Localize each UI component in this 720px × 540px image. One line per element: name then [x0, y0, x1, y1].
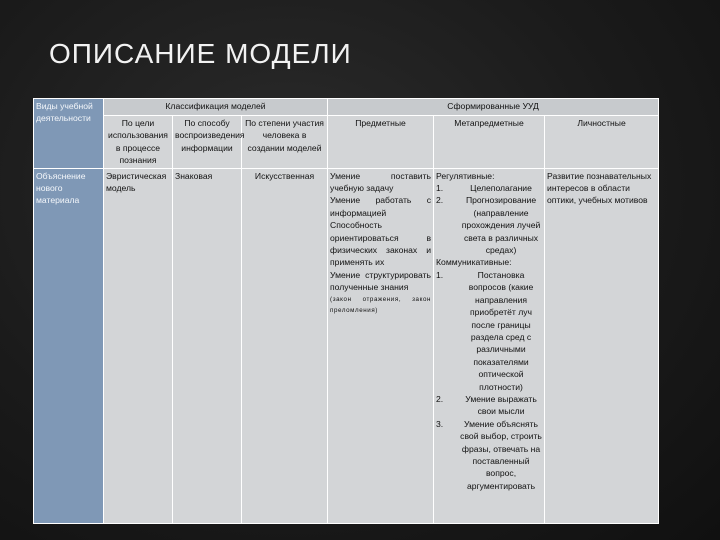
header-classification: Классификация моделей [104, 99, 328, 116]
subject-line: Умение работать с информацией [330, 195, 432, 218]
cell-method: Знаковая [173, 168, 242, 523]
subheader-subject: Предметные [328, 116, 434, 169]
cell-subject [328, 168, 434, 523]
list-number: 1. [436, 183, 444, 194]
subheader-meta: Метапредметные [434, 116, 545, 169]
list-number: 3. [436, 418, 444, 429]
list-number: 2. [436, 393, 444, 404]
cell-activity: Объяснение нового материала [34, 168, 104, 523]
list-item [436, 393, 542, 418]
subject-line: Способность ориентироваться в физических законах и применять их [330, 220, 432, 268]
cell-personal: Развитие познавательных интересов в области оптики, учебных мотивов [545, 168, 659, 523]
list-text: Постановка вопросов (какие направления приобретёт луч после границы раздела сред с различными показателями оптической плотности) [468, 269, 534, 392]
model-description-table [33, 98, 658, 524]
list-number: 2. [436, 195, 444, 206]
list-text: Целеполагание [470, 183, 532, 194]
list-number: 1. [436, 269, 444, 280]
subheader-by-participation: По степени участия человека в создании моделей [242, 116, 328, 169]
slide-title: ОПИСАНИЕ МОДЕЛИ [49, 38, 352, 69]
subject-line: Умение поставить учебную задачу [330, 170, 432, 194]
subject-note: (закон отражения, закон преломления) [330, 295, 432, 314]
list-item [436, 418, 542, 492]
list-item [436, 194, 542, 256]
subheader-by-method: По способу воспроизведения информации [173, 116, 242, 169]
subject-line: Умение структурировать полученные знания [330, 269, 432, 293]
cell-goal: Эвристическая модель [104, 168, 173, 523]
header-activity-types: Виды учебной деятельности [34, 99, 104, 169]
cell-meta [434, 168, 545, 523]
list-item [436, 182, 542, 194]
subheader-by-goal: По цели использования в процессе познания [104, 116, 173, 169]
list-item [436, 269, 542, 393]
subheader-personal: Личностные [545, 116, 659, 169]
meta-regulative-title: Регулятивные: [436, 170, 495, 181]
header-formed-uud: Сформированные УУД [328, 99, 659, 116]
list-text: Умение объяснять свой выбор, строить фразы, отвечать на поставленный вопрос, аргументировать [460, 418, 542, 491]
list-text: Умение выражать свои мысли [465, 393, 537, 417]
cell-participation: Искусственная [242, 168, 328, 523]
meta-communicative-title: Коммуникативные: [436, 257, 512, 268]
list-text: Прогнозирование (направление прохождения лучей света в различных средах) [461, 195, 541, 256]
